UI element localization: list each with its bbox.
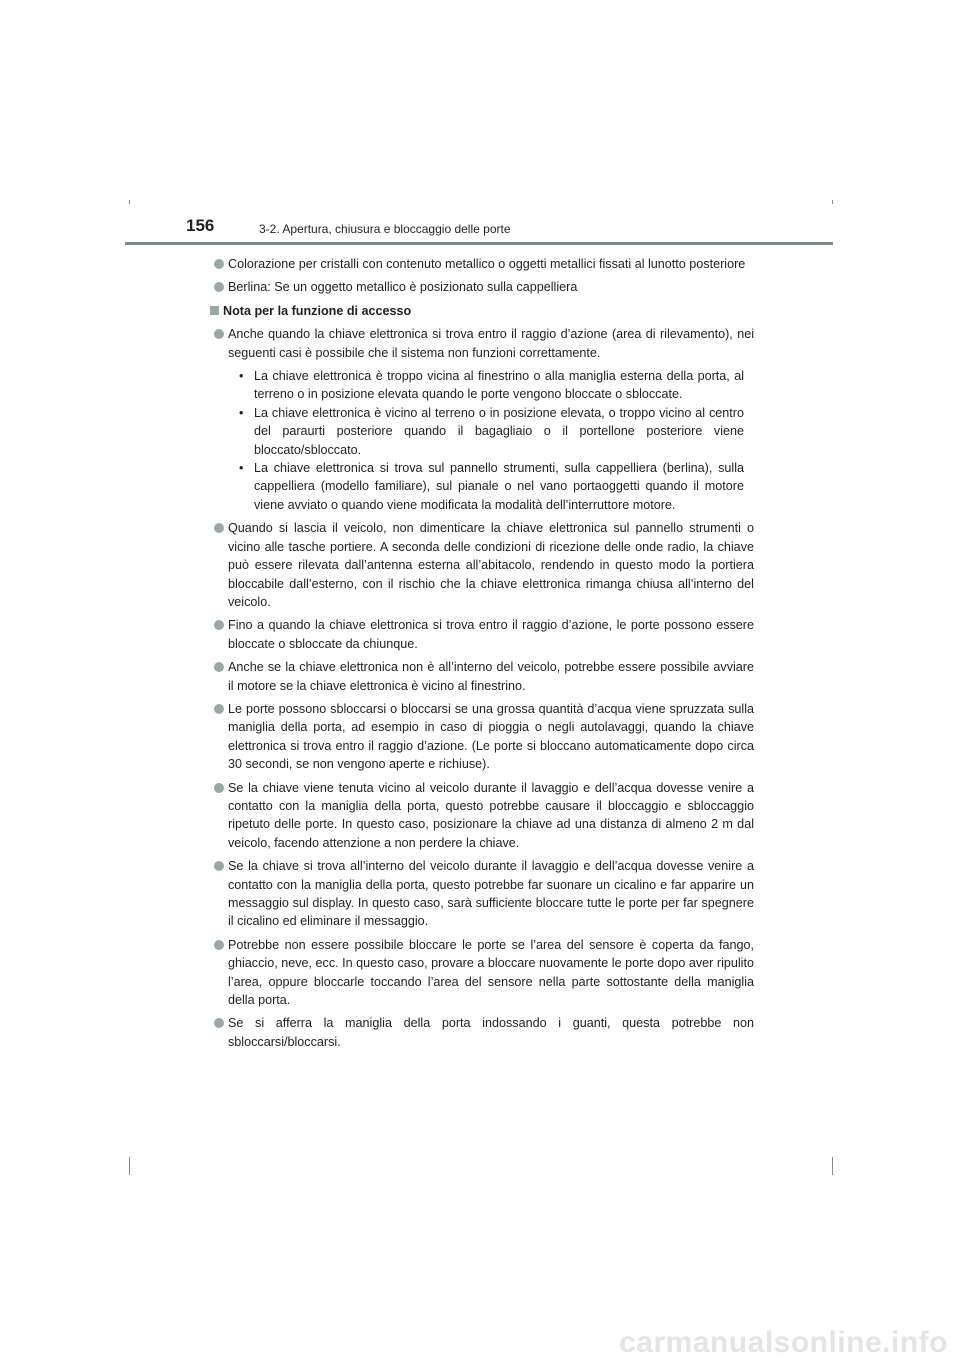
section-heading-text: Nota per la funzione di accesso bbox=[223, 303, 412, 318]
list-item bbox=[210, 616, 754, 653]
sub-list bbox=[228, 367, 754, 514]
item-text: Fino a quando la chiave elettronica si trova entro il raggio d’azione, le porte possono essere bloccate o sbloccate da chiunque. bbox=[228, 618, 754, 651]
item-text: Se la chiave viene tenuta vicino al veicolo durante il lavaggio e dell’acqua dovesse venire a contatto con la maniglia della porta, questo potrebbe causare il bloccaggio e sbloccaggio ripetuto delle porte. In questo caso, posizionare la chiave ad una distanza di almeno 2 m dal veicolo, facendo attenzione a non perdere la chiave. bbox=[228, 780, 754, 850]
bullet-icon bbox=[214, 704, 224, 714]
item-text: Se si afferra la maniglia della porta indossando i guanti, questa potrebbe non sbloccarsi/bloccarsi. bbox=[228, 1016, 754, 1049]
list-item bbox=[210, 278, 754, 296]
dot-bullet-icon: • bbox=[239, 369, 244, 384]
crop-mark-top-left bbox=[129, 200, 130, 204]
item-text: Berlina: Se un oggetto metallico è posizionato sulla cappelliera bbox=[228, 280, 578, 295]
list-item bbox=[210, 779, 754, 853]
bullet-icon bbox=[214, 329, 224, 339]
item-text: Colorazione per cristalli con contenuto metallico o oggetti metallici fissati al lunotto posteriore bbox=[228, 257, 746, 271]
list-item bbox=[210, 519, 754, 611]
bullet-icon bbox=[214, 259, 224, 269]
section-heading bbox=[210, 302, 754, 320]
page-content bbox=[210, 255, 754, 1056]
bullet-icon bbox=[214, 662, 224, 672]
crop-mark-bottom-right bbox=[832, 1157, 833, 1175]
header-rule bbox=[125, 242, 833, 245]
sub-item-text: La chiave elettronica si trova sul pannello strumenti, sulla cappelliera (berlina), sulla cappelliera (modello familiare), sul pianale o nel vano portaoggetti quando il motore viene avviato o quando viene modificata la modalità dell’interruttore motore. bbox=[254, 461, 744, 512]
bullet-icon bbox=[214, 523, 224, 533]
bullet-icon bbox=[214, 940, 224, 950]
item-text: Anche quando la chiave elettronica si trova entro il raggio d’azione (area di rilevamento), nei seguenti casi è possibile che il sistema non funzioni correttamente. bbox=[228, 327, 754, 360]
sub-item-text: La chiave elettronica è vicino al terreno o in posizione elevata, o troppo vicino al centro del paraurti posteriore quando il bagagliaio o il portellone posteriore viene bloccato/sbloccato. bbox=[254, 405, 744, 457]
list-item bbox=[210, 1014, 754, 1051]
item-text: Le porte possono sbloccarsi o bloccarsi se una grossa quantità d’acqua viene spruzzata sulla maniglia della porta, ad esempio in caso di pioggia o negli autolavaggi, quando la chiave elettronica si trova entro il raggio d’azione. (Le porte si bloccano automaticamente dopo circa 30 secondi, se non vengono aperte e richiuse). bbox=[228, 701, 754, 772]
bullet-icon bbox=[214, 783, 224, 793]
item-text: Se la chiave si trova all’interno del veicolo durante il lavaggio e dell’acqua dovesse venire a contatto con la maniglia della porta, questo potrebbe far suonare un cicalino e far apparire un messaggio sul display. In questo caso, sarà sufficiente bloccare tutte le porte per far spegnere il cicalino ed eliminare il messaggio. bbox=[228, 859, 754, 929]
page-number: 156 bbox=[186, 216, 215, 235]
crop-mark-top-right bbox=[832, 200, 833, 204]
square-bullet-icon bbox=[210, 306, 219, 315]
bullet-icon bbox=[214, 861, 224, 871]
sub-list-item bbox=[210, 404, 754, 459]
crop-mark-bottom-left bbox=[129, 1157, 130, 1175]
bullet-icon bbox=[214, 620, 224, 630]
list-item bbox=[210, 255, 754, 273]
item-text: Quando si lascia il veicolo, non dimenticare la chiave elettronica sul pannello strumenti o vicino alle tasche portiere. A seconda delle condizioni di ricezione delle onde radio, la chiave può essere rilevata dall’antenna esterna all’abitacolo, rendendo in questo modo la portiera bloccabile dall’esterno, con il rischio che la chiave elettronica rimanga chiusa all’interno del veicolo. bbox=[228, 521, 754, 609]
sub-list-item bbox=[210, 367, 754, 404]
list-item bbox=[210, 857, 754, 931]
list-item bbox=[210, 936, 754, 1010]
list-item bbox=[210, 658, 754, 695]
list-item bbox=[210, 700, 754, 774]
sub-item-text: La chiave elettronica è troppo vicina al finestrino o alla maniglia esterna della porta, al terreno o in posizione elevata quando le porte vengono bloccate o sbloccate. bbox=[254, 369, 744, 402]
watermark: carmanualsonline.info bbox=[619, 1326, 948, 1358]
item-text: Anche se la chiave elettronica non è all’interno del veicolo, potrebbe essere possibile avviare il motore se la chiave elettronica è vicino al finestrino. bbox=[228, 660, 754, 693]
footer bbox=[0, 1322, 960, 1358]
dot-bullet-icon: • bbox=[239, 461, 244, 476]
bullet-icon bbox=[214, 1018, 224, 1028]
dot-bullet-icon: • bbox=[239, 405, 244, 420]
bullet-icon bbox=[214, 282, 224, 292]
item-text: Potrebbe non essere possibile bloccare le porte se l’area del sensore è coperta da fango, ghiaccio, neve, ecc. In questo caso, provare a bloccare nuovamente le porte dopo aver ripulito l’area, oppure bloccarle toccando l’area del sensore nella parte sottostante della maniglia della porta. bbox=[228, 937, 754, 1008]
section-title: 3-2. Apertura, chiusura e bloccaggio delle porte bbox=[259, 222, 511, 236]
sub-list-item bbox=[210, 459, 754, 514]
list-item bbox=[210, 325, 754, 514]
